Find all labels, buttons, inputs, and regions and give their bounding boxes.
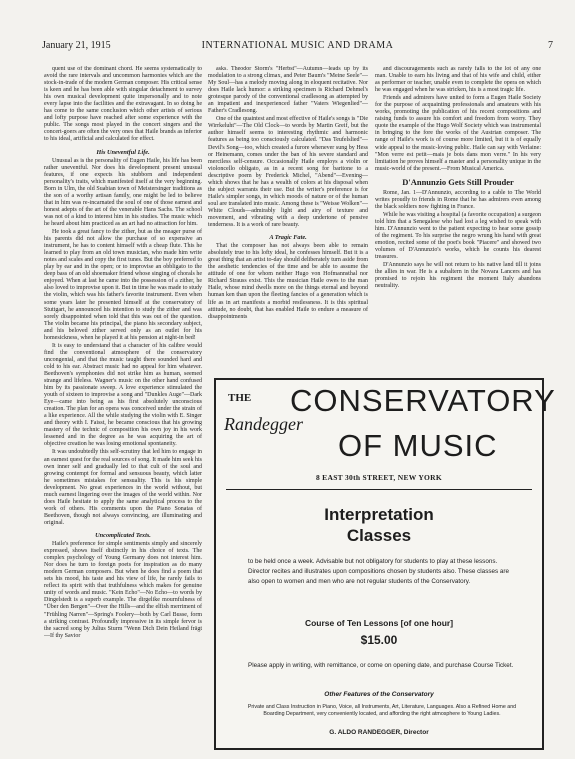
paragraph: quent use of the dominant chord. He seems systematically to avoid the rare intervals and uncommon harmonies which are the stock-in-trade of the modern German composer. His critical sense is keen and he has been able with singular detachment to survey his own musical development quite impersonally and to note every lapse into the facilities and the extravagant. In so doing he has come to the same conclusion which other artists of serious and lofty purpose have reached after some experience with the public. The songs most played in the concert singers and the concert-goers are often the very ones that Haile brands as inferior to his ideal, artificial and calculated for effect. xyxy=(44,66,202,143)
ad-features-heading: Other Features of the Conservatory xyxy=(324,691,434,698)
article-column-3 xyxy=(375,66,541,366)
paragraph: It is easy to understand that a character of his calibre would find the conventional atmosphere of the conservatory uncongenial, and that the music taught there sounded hard and cold to his ear. Abstract music had no appeal for him whatever. Beethoven's symphonies did not strike him as human, seemed strange and lifeless. Wagner's music on the other hand confused him by its passionate sweep. A love experience stimulated the youth of sixteen to improvise a song and "Dunkles Auge"—Dark Eye—came into being as his first absolutely unconscious creation. The plan for an opera was conceived under the strain of a like experience. All the while studying the violin with E. Singer and theory with I. Faisst, he became conscious that his growing mastery of the technic of composition his own joy in his work lessened and in the degree as he was acquiring the art of objective creation he was losing emotional spontaneity. xyxy=(44,342,202,448)
paragraph: D'Annunzio says he will not return to his native land till it joins the allies in war. He is a subaltern in the Novara Lancers and has promised to rejoin his regiment the moment Italy abandons neutrality. xyxy=(375,262,541,290)
paragraph: While he was visiting a hospital (a favorite occupation) a surgeon told him that a Senegalese who had lost a leg wished to speak with him. D'Annunzio went to the patient expecting to hear some gossip of the regiment. To his surprise the negro wrung his hand with great emotion, recited some of the poet's book "Piacere" and showed two volumes of D'Annunzio's works, which he counts his dearest treasures. xyxy=(375,211,541,261)
ad-description: to be held once a week. Advisable but not obligatory for students to play at these lessons. Director recites and illustrates upon compositions chosen by students also. These classes are also open to women and men who are not regular students of the Conservatory. xyxy=(248,558,509,585)
page-number: 7 xyxy=(548,40,553,51)
paragraph: One of the quaintest and most effective of Haile's songs is "Die Wirrkeluht"—The Old Clock—to words by Martin Greif, but the author himself seems to interesting rhythmic and harmonic features as being too consciously calculated. "Das Teufelslied"—Devil's Song—too, which created a furore whenever sung by Hess or Heinemann, comes under the ban of his severe standard and merciless self-censure. Occasionally Haile employs a violin or violoncello obligato, as in a recent song for baritone to a descriptive poem by Frederick Michel, "Abend"—Evening—which shows that he has a wealth of colors at his disposal when the subject warrants their use. But the writer's preference is for Haile's simpler songs, in which moods of nature or of the human soul are translated into music. Among these is "Weisse Wolken"—White Clouds—admirably light and airy of texture and movement, and vibrating with a deep undertone of pensive tenderness. It is a work of rare beauty. xyxy=(208,116,368,229)
news-headline: D'Annunzio Gets Still Prouder xyxy=(402,176,514,187)
page-header xyxy=(42,40,553,54)
issue-date: January 21, 1915 xyxy=(42,40,111,51)
article-column-2 xyxy=(208,66,368,366)
randegger-logo: Randegger xyxy=(224,414,303,434)
conservatory-advertisement xyxy=(214,378,556,750)
paragraph: It was undoubtedly this self-scrutiny that led him to engage in an earnest quest for the real sources of song. It made him seek his own inner self and gradually led to that cult of the soul and growing contempt for formal and sensuous beauty, which latter he sometimes mistakes for sensuality. This is his simple development. No great experiences in the world without, but much earnest lingering over the images of the world within. Nor does Haile hesitate to apply the same analytical process to the work of others. His comments upon the Piano Sonatas of Beethoven, though not always convincing, are illuminating and original. xyxy=(44,449,202,526)
paragraph: That the composer has not always been able to remain absolutely true to his lofty ideal, he confesses himself. But it is a great thing that an artist to-day should deliberately turn aside from the aesthetic tendencies of the time and be able to assume the attitude of one for whom neither Hugo von Hofmannsthal nor Richard Strauss exist. This the musician Haile owes to the man Haile, whose mind dwells more on the things eternal and beyond human ken than upon the fleeting fancies of a generation which is life as in art manifests a morbid restlessness. It is this spiritual attitude, no doubt, that has enabled Haile to endure a measure of disappointments xyxy=(208,243,368,320)
publication-title: INTERNATIONAL MUSIC AND DRAMA xyxy=(201,40,394,51)
paragraph: Haile's preference for simple sentiments simply and sincerely expressed, shows itself distinctly in his choice of texts. The complex psychology of Young Germany does not interest him. Nor does he turn to foreign poets for inspiration as do many modern German composers. But when he does find a poem that sets his mood, his taste and his view of life, he rarely fails to reflect its spirit with that truthfulness which makes for genuine unity of words and music. "Kein Echo"—No Echo—to words by Dingelstedt is a superb example. The dirgelike mournfulness of "Über den Bergen"—Over the Hills—and the elfish merriment of "Frühling Narren"—Spring's Foolery—both by Carl Busse, form a striking contrast. Profoundly impressive in its simple fervor is the sacred song by Julius Sturm "Wenn Dich Dein Heiland frägt—If thy Savior xyxy=(44,541,202,639)
ad-the: THE xyxy=(228,392,252,404)
ad-title-conservatory: CONSERVATORY xyxy=(290,383,556,418)
section-heading: His Uneventful Life. xyxy=(96,148,150,156)
ad-course: Course of Ten Lessons [of one hour] xyxy=(304,618,454,628)
ad-features: Private and Class Instruction in Piano, Voice, all Instruments, Art, Literature, Languages. Also a Refined Home and Boarding Department, very conveniently located, and affording the right atmosphere to Young Ladies. xyxy=(247,704,517,717)
ad-price: $15.00 xyxy=(360,633,398,647)
ad-title-of-music: OF MUSIC xyxy=(338,428,498,463)
article-column-1 xyxy=(44,66,202,756)
paragraph: Unusual as is the personality of Eugen Haile, his life has been rather uneventful. Nor does his development present unusual features, if one expects his stubborn and independent personality's traits, which manifested itself at the very beginning. Born in Ulm, the old Suabian town of Meistersinger traditions as the son of a worthy artisan family, one might be led to believe that in him was re-incarnated the soul of one of those earnest and honest adepts of the art of the venerable Hans Sachs. The school was not of a kind to interest him in his studies. The music which he heard about him practiced as an art had no attraction for him. xyxy=(44,157,202,227)
paragraph: and discouragements such as rarely falls to the lot of any one man. Unable to earn his living and that of his wife and child, either as performer or teacher, unable even to complete the opera on which he was engaged when he was stricken, his is a most tragic life. xyxy=(375,66,541,94)
paragraph: asks. Theodor Storm's "Herbst"—Autumn—leads up by its modulation to a strong climax, and Peter Baum's "Meine Seele"—My Soul—has a melody moving along in eloquent recitative. Nor does Haile lack humor: a striking specimen is Richard Dehmel's grotesque parody of the conventional cradlesong as attempted by an impatient and inexperienced father "Vaters Wiegenlied"—Father's Cradlesong. xyxy=(208,66,368,115)
ad-headline xyxy=(216,504,542,546)
ad-headline-line-2: Classes xyxy=(346,526,412,545)
paragraph: Friends and admirers have united to form a Eugen Haile Society for the purpose of acquainting professionals and amateurs with his works, promoting the publication of his recent compositions and raising funds to assure his comfort and freedom from worry. They quote the example of the Hugo Wolf Society which was instrumental in bringing to the fore the works of the Austrian composer. The range of Haile's work is of course more limited, but it is of equally wide appeal to the music-loving public. Haile can say with Verlaine: "Mon verre est petit—mais je bois dans mon verre." In his very limitation he proves himself a master and a personality unique in the music-world of the present.—From Musical America. xyxy=(375,95,541,172)
ad-address: 8 EAST 30th STREET, NEW YORK xyxy=(315,473,443,482)
ad-director: G. ALDO RANDEGGER, Director xyxy=(329,729,429,736)
paragraph: He took a great fancy to the zither, but as the meager purse of his parents did not allow the purchase of so expensive an instrument, he has to content himself with a cheap flute. This he learned to play from an old town musician, who made him write notes and scales and copy the first tunes. But the boy preferred to play by ear and in the open; or to improvise an obbligato to the deep bass of an old shoemaker friend whose singing of chorals he enjoyed. When at last he came into the possession of a zither, he also loved to improvise upon it. But in time he was made to study the violin, which was his father's favorite instrument. Even when some years later he presented himself at the conservatory of Stuttgart, he announced his intention to study the zither and was sorely disappointed when told that this was out of the question. The violin became his principal, the piano his secondary subject, and his beloved zither served only as an outlet for his homesickness, when he played it at his pension at night-in bed! xyxy=(44,229,202,341)
ad-apply-note: Please apply in writing, with remittance, or come on opening date, and purchase Course Ticket. xyxy=(248,662,514,669)
section-heading: Uncomplicated Texts. xyxy=(95,532,151,539)
section-heading: A Tragic Fate. xyxy=(269,234,307,242)
divider xyxy=(226,489,532,490)
ad-headline-line-1: Interpretation xyxy=(324,505,434,524)
paragraph: Rome, Jan. 1—D'Annunzio, according to a cable to The World writes proudly to friends in Rome that he has admirers even among the black soldiers now fighting in France. xyxy=(375,189,541,210)
